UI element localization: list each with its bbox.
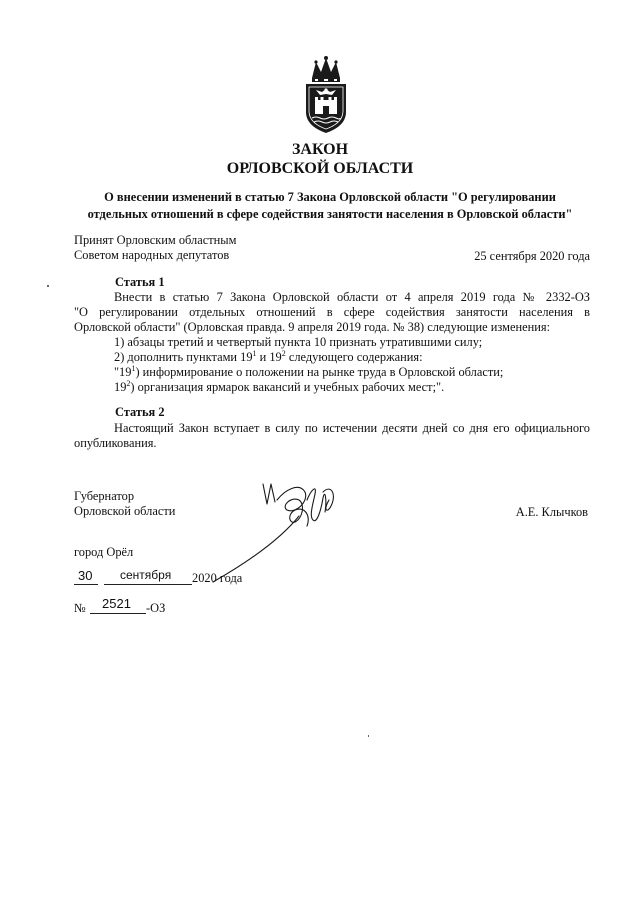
law-subject-line-2: отдельных отношений в сфере содействия занятости населения в Орловской области" [87, 207, 573, 221]
article-2-text-line-1: Настоящий Закон вступает в силу по истечении десяти дней со дня его официального [114, 421, 590, 435]
signing-month: сентября [120, 568, 172, 582]
signing-date-day-month [74, 568, 194, 584]
article-2-text-line-2: опубликования. [74, 436, 157, 450]
adopted-by-line-2: Советом народных депутатов [74, 248, 230, 262]
signing-day: 30 [78, 568, 93, 583]
scan-speck [368, 735, 369, 737]
signatory-name: А.Е. Клычков [515, 505, 588, 519]
signatory-position-line-1: Губернатор [74, 489, 135, 503]
margin-mark [47, 285, 49, 287]
adopted-by-line-1: Принят Орловским областным [74, 233, 237, 247]
article-1-item-4: $19^2$) организация ярмарок вакансий и учебных рабочих мест;". [114, 378, 445, 394]
signatory-position-line-2: Орловской области [74, 504, 176, 518]
article-2-body [74, 421, 590, 451]
law-number: 2521 [102, 596, 131, 611]
day-underline [74, 584, 98, 585]
article-1-intro-line-3: Орловской области" (Орловская правда. 9 апреля 2019 года. № 38) следующие изменения: [74, 320, 551, 334]
article-1-item-1: 1) абзацы третий и четвертый пункта 10 признать утратившими силу; [114, 335, 483, 349]
adoption-date: 25 сентября 2020 года [474, 249, 590, 263]
article-1-item-3: "$19^1$) информирование о положении на рынке труда в Орловской области; [114, 363, 504, 379]
law-title: ЗАКОН [291, 141, 349, 158]
law-subject-line-1: О внесении изменений в статью 7 Закона Орловской области "О регулировании [104, 190, 556, 204]
coat-of-arms-icon [302, 56, 350, 134]
region-title: ОРЛОВСКОЙ ОБЛАСТИ [226, 160, 414, 177]
article-1-body [74, 290, 590, 395]
law-number-suffix: -ОЗ [146, 601, 166, 615]
number-underline [90, 613, 146, 614]
article-1-intro-line-2: "О регулировании отдельных отношений в сфере содействия занятости населения в [74, 305, 590, 319]
article-1-heading: Статья 1 [115, 275, 165, 289]
month-underline [104, 584, 192, 585]
signing-year: 2020 года [192, 571, 243, 585]
law-number-prefix: № [74, 601, 86, 615]
article-2-heading: Статья 2 [115, 405, 165, 419]
article-1-intro-line-1: Внести в статью 7 Закона Орловской области от 4 апреля 2019 года № 2332-ОЗ [114, 290, 590, 304]
law-number-field [90, 596, 146, 616]
article-1-item-2: 2) дополнить пунктами $19^1$ и $19^2$ следующего содержания: [114, 348, 423, 364]
city: город Орёл [74, 545, 134, 559]
